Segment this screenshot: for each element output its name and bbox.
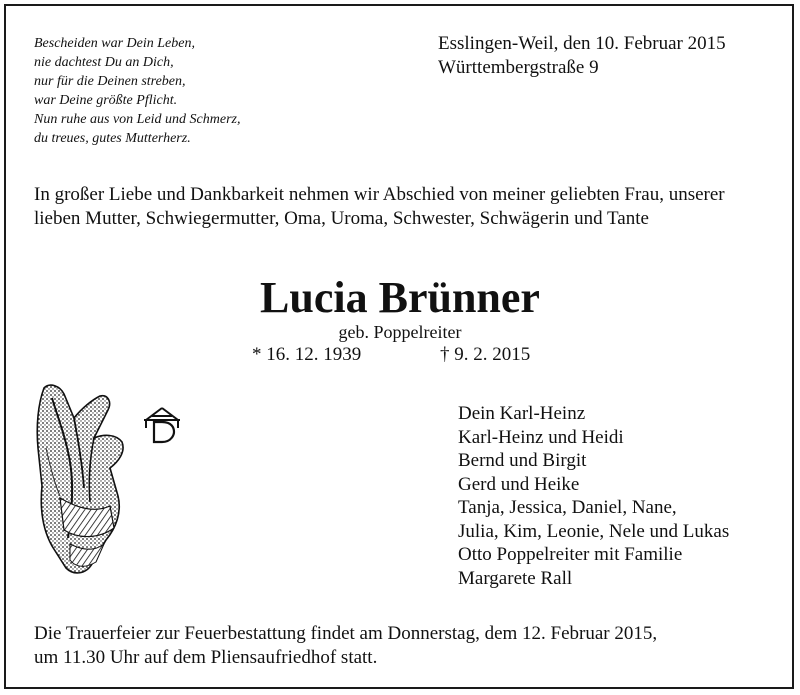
duerer-monogram-icon: [140, 406, 184, 446]
poem: [34, 34, 241, 148]
praying-hands-icon: [30, 378, 140, 578]
poem-line: Bescheiden war Dein Leben,: [34, 36, 195, 51]
mourner-line: Gerd und Heike: [458, 473, 580, 495]
birth-date: * 16. 12. 1939: [252, 344, 362, 365]
birth-name: geb. Poppelreiter: [338, 322, 462, 342]
poem-line: Nun ruhe aus von Leid und Schmerz,: [34, 112, 241, 127]
place-and-address: [438, 32, 726, 80]
mourner-line: Margarete Rall: [458, 567, 573, 589]
mourner-line: Otto Poppelreiter mit Familie: [458, 544, 683, 565]
place-date: Esslingen-Weil, den 10. Februar 2015: [438, 33, 726, 54]
mourner-line: Dein Karl-Heinz: [458, 403, 586, 424]
poem-line: du treues, gutes Mutterherz.: [34, 131, 191, 146]
death-date: † 9. 2. 2015: [440, 344, 531, 365]
ceremony-info: [34, 622, 779, 670]
poem-line: war Deine größte Pflicht.: [34, 93, 178, 108]
mourner-line: Bernd und Birgit: [458, 450, 587, 471]
mourner-line: Karl-Heinz und Heidi: [458, 426, 624, 448]
ceremony-line: Die Trauerfeier zur Feuerbestattung findet am Donnerstag, dem 12. Februar 2015,: [34, 623, 658, 644]
mourner-line: Julia, Kim, Leonie, Nele und Lukas: [458, 520, 730, 542]
intro-text: In großer Liebe und Dankbarkeit nehmen wir Abschied von meiner geliebten Frau, unserer lieben Mutter, Schwiegermutter, Oma, Uroma, Schwester, Schwägerin und Tante: [34, 184, 725, 229]
mourner-line: Tanja, Jessica, Daniel, Nane,: [458, 497, 677, 518]
deceased-name: Lucia Brünner: [260, 273, 540, 322]
poem-line: nur für die Deinen streben,: [34, 74, 186, 89]
mourners-list: [458, 402, 729, 590]
poem-line: nie dachtest Du an Dich,: [34, 55, 174, 70]
ceremony-line: um 11.30 Uhr auf dem Pliensaufriedhof statt.: [34, 647, 378, 668]
street-address: Württembergstraße 9: [438, 57, 599, 78]
